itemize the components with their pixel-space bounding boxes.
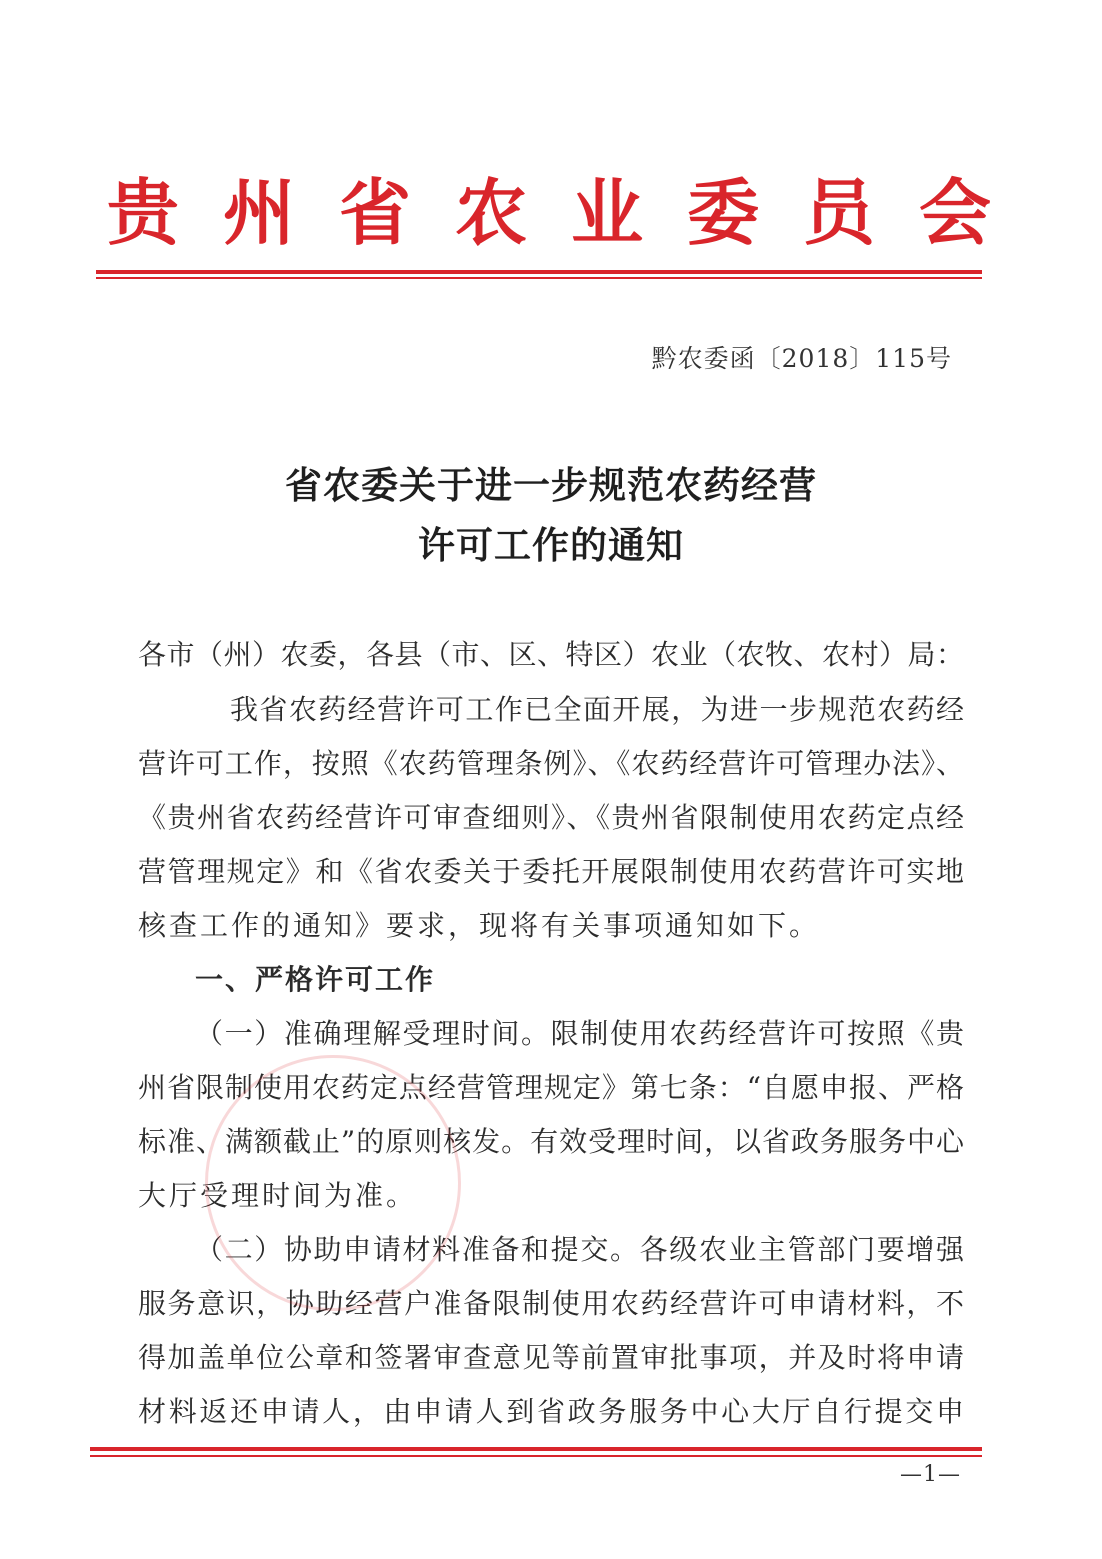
item2-line: 得加盖单位公章和签署审查意见等前置审批事项，并及时将申请 — [138, 1341, 964, 1374]
issuing-organization-header: 贵州省农业委员会 — [106, 170, 1035, 255]
header-red-rule — [96, 270, 982, 274]
intro-line: 营管理规定》和《省农委关于委托开展限制使用农药营许可实地 — [138, 855, 964, 888]
footer-red-rule-thin — [90, 1455, 982, 1457]
header-red-rule-thin — [96, 277, 982, 279]
intro-line: 营许可工作，按照《农药管理条例》、《农药经营许可管理办法》、 — [138, 747, 964, 780]
item1-line: 州省限制使用农药定点经营管理规定》第七条：“自愿申报、严格 — [138, 1071, 964, 1104]
salutation: 各市（州）农委，各县（市、区、特区）农业（农牧、农村）局： — [138, 638, 964, 671]
item1-line: 大厅受理时间为准。 — [138, 1179, 418, 1212]
page-number: —1— — [900, 1462, 961, 1487]
item1-line: （一）准确理解受理时间。限制使用农药经营许可按照《贵 — [195, 1017, 964, 1050]
item2-line: （二）协助申请材料准备和提交。各级农业主管部门要增强 — [195, 1233, 964, 1266]
intro-line: 《贵州省农药经营许可审查细则》、《贵州省限制使用农药定点经 — [138, 801, 964, 834]
footer-red-rule — [90, 1447, 982, 1451]
document-title-line-1: 省农委关于进一步规范农药经营 — [285, 463, 817, 507]
document-number: 黔农委函〔2018〕115号 — [651, 344, 952, 373]
intro-line: 我省农药经营许可工作已全面开展，为进一步规范农药经 — [230, 693, 964, 726]
section-heading: 一、严格许可工作 — [195, 963, 436, 996]
item2-line: 服务意识，协助经营户准备限制使用农药经营许可申请材料，不 — [138, 1287, 964, 1320]
item2-line: 材料返还申请人，由申请人到省政务服务中心大厅自行提交申 — [138, 1395, 964, 1428]
intro-line: 核查工作的通知》要求，现将有关事项通知如下。 — [138, 909, 821, 942]
item1-line: 标准、满额截止”的原则核发。有效受理时间，以省政务服务中心 — [138, 1125, 964, 1158]
document-title-line-2: 许可工作的通知 — [418, 523, 684, 567]
